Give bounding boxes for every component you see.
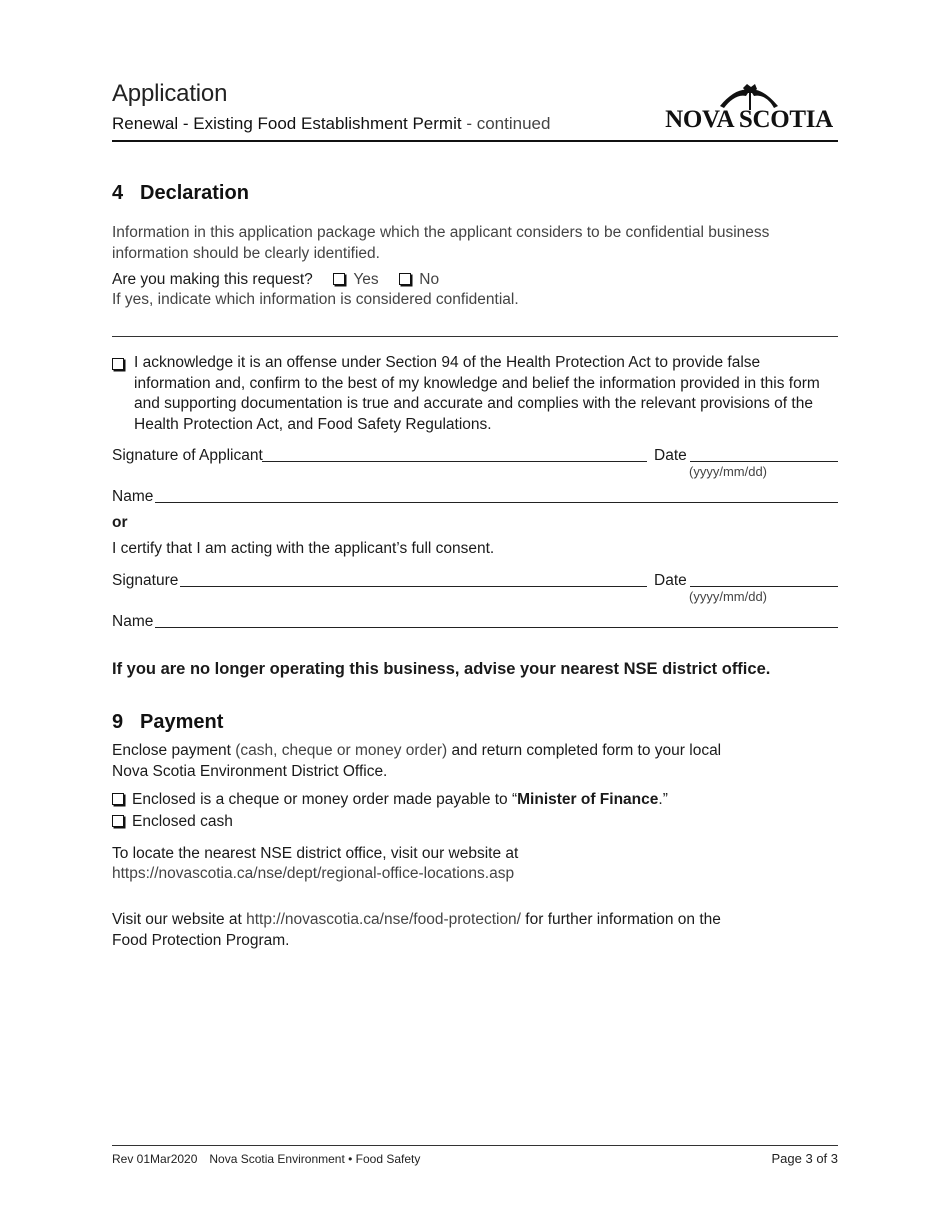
cheque-option <box>112 789 668 810</box>
acknowledge-text: I acknowledge it is an offense under Section 94 of the Health Protection Act to provide false information and, confirm to the best of my knowledge and belief the information provided in this form and supporting documentation is true and accurate and complies with the relevant provisions of the Health Protection Act, and Food Safety Regulations. <box>134 354 820 433</box>
name-label: Name <box>112 488 154 505</box>
date-field[interactable] <box>690 461 838 462</box>
section-4-heading <box>112 182 249 205</box>
logo-wordmark: NOVA SCOTIA <box>665 106 833 133</box>
name2-label: Name <box>112 613 154 630</box>
footer-left <box>112 1152 420 1166</box>
footer-divider <box>112 1145 838 1146</box>
date2-format-hint: (yyyy/mm/dd) <box>689 589 767 604</box>
cheque-checkbox[interactable] <box>112 793 124 805</box>
visit-line2: Food Protection Program. <box>112 932 290 949</box>
cash-label: Enclosed cash <box>132 813 233 830</box>
subtitle-suffix: - continued <box>461 114 551 133</box>
request-question: Are you making this request? <box>112 271 313 288</box>
name-field[interactable] <box>155 502 838 503</box>
payment-section-number: 9 <box>112 711 124 733</box>
section-number: 4 <box>112 182 124 204</box>
closure-notice: If you are no longer operating this business, advise your nearest NSE district office. <box>112 660 771 678</box>
date-label: Date <box>654 447 687 464</box>
date2-label: Date <box>654 572 687 589</box>
cheque-suffix: .” <box>658 791 668 808</box>
form-title: Application <box>112 80 228 107</box>
footer-revision: Rev 01Mar2020 <box>112 1152 198 1166</box>
yes-checkbox[interactable] <box>333 273 345 285</box>
payment-section-title: Payment <box>140 711 224 733</box>
confidential-intro: Information in this application package which the applicant considers to be confidential business information should be clearly identified. <box>112 224 770 262</box>
nova-scotia-logo <box>658 84 840 134</box>
form-subtitle <box>112 114 550 134</box>
section-9-heading <box>112 711 223 734</box>
header-divider <box>112 140 838 142</box>
page-number: Page 3 of 3 <box>771 1151 838 1166</box>
subtitle-text: Renewal - Existing Food Establishment Permit <box>112 114 462 133</box>
visit-suffix: for further information on the <box>521 911 721 928</box>
no-label: No <box>419 271 440 288</box>
locate-office-link[interactable]: https://novascotia.ca/nse/dept/regional-office-locations.asp <box>112 865 515 882</box>
date-format-hint: (yyyy/mm/dd) <box>689 464 767 479</box>
cheque-payee: Minister of Finance <box>517 791 659 808</box>
cheque-prefix: Enclosed is a cheque or money order made payable to “ <box>132 791 518 808</box>
section-divider <box>112 336 838 337</box>
visit-url-link[interactable]: http://novascotia.ca/nse/food-protection/ <box>246 911 521 928</box>
cash-option <box>112 811 233 832</box>
certify-text: I certify that I am acting with the applicant’s full consent. <box>112 540 495 557</box>
visit-website-text <box>112 909 752 951</box>
footer-department: Nova Scotia Environment • Food Safety <box>209 1152 421 1166</box>
enclose-methods: (cash, cheque or money order) <box>230 742 452 759</box>
name2-field[interactable] <box>155 627 838 628</box>
enclose-line2: Nova Scotia Environment District Office. <box>112 763 388 780</box>
visit-prefix: Visit our website at <box>112 911 247 928</box>
cash-checkbox[interactable] <box>112 815 124 827</box>
date2-field[interactable] <box>690 586 838 587</box>
no-checkbox[interactable] <box>399 273 411 285</box>
yes-label: Yes <box>353 271 379 288</box>
enclose-suffix: and return completed form to your local <box>451 742 722 759</box>
signature-applicant-field[interactable] <box>262 461 647 462</box>
signature-field[interactable] <box>180 586 647 587</box>
signature-label: Signature <box>112 572 179 589</box>
or-label: or <box>112 514 128 531</box>
locate-office-text: To locate the nearest NSE district office, visit our website at <box>112 845 519 862</box>
if-yes-note: If yes, indicate which information is considered confidential. <box>112 291 519 308</box>
request-question-row <box>112 269 439 290</box>
enclose-prefix: Enclose payment <box>112 742 231 759</box>
enclose-payment-text <box>112 740 752 782</box>
signature-applicant-label: Signature of Applicant <box>112 447 263 464</box>
acknowledge-item <box>112 353 838 435</box>
section-title: Declaration <box>140 182 249 204</box>
acknowledge-checkbox[interactable] <box>112 358 124 370</box>
